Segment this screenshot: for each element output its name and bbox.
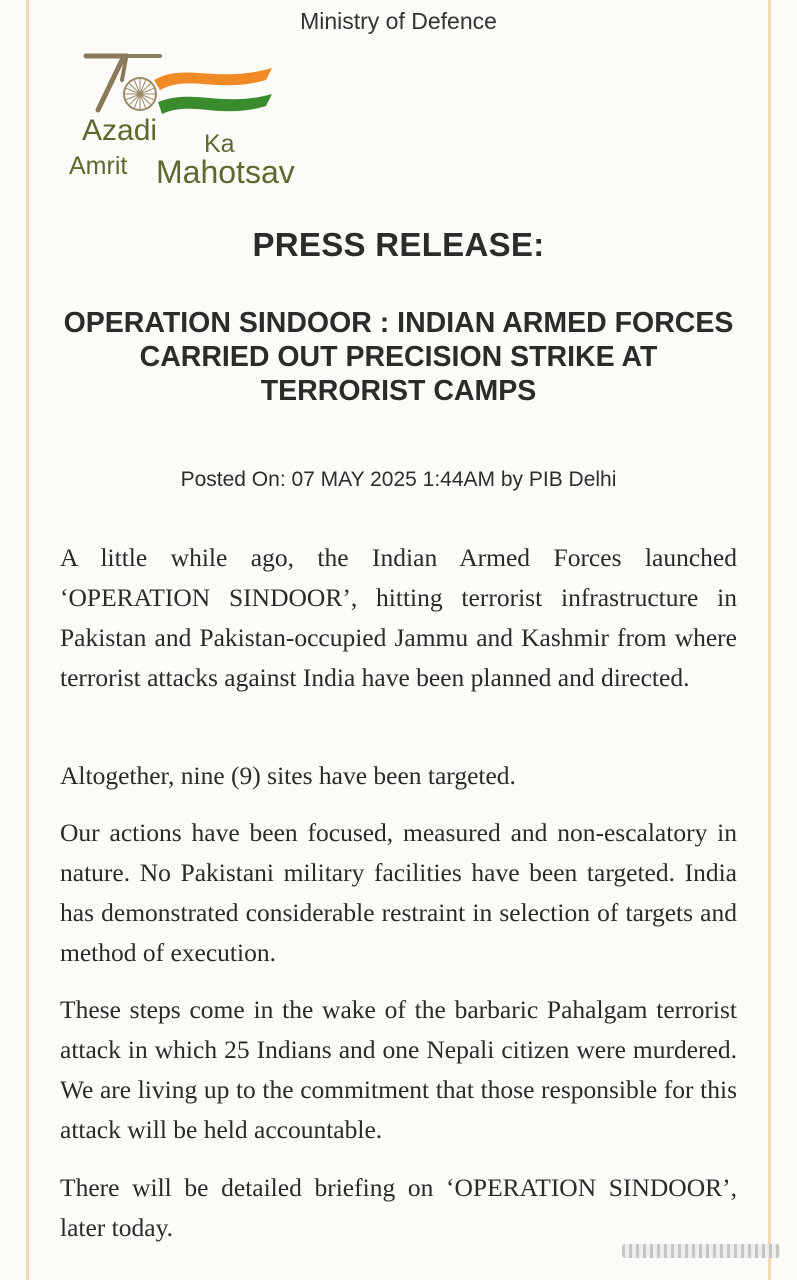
body-paragraph-2: Altogether, nine (9) sites have been targeted.: [60, 761, 516, 790]
azadi-ka-amrit-mahotsav-logo: [66, 44, 336, 194]
ministry-title: Ministry of Defence: [300, 8, 497, 34]
body-paragraph-3: Our actions have been focused, measured and non-escalatory in nature. No Pakistani military facilities have been targeted. India has demonstrated considerable restraint in selection of targets and method of execution.: [60, 818, 737, 967]
release-headline: OPERATION SINDOOR : INDIAN ARMED FORCES CARRIED OUT PRECISION STRIKE AT TERRORIST CAMPS: [63, 307, 734, 407]
logo-text-ka: Ka: [204, 130, 235, 158]
body-paragraph-4: These steps come in the wake of the barbaric Pahalgam terrorist attack in which 25 Indians and one Nepali citizen were murdered. We are living up to the commitment that those responsible for this attack will be held accountable.: [60, 995, 737, 1144]
logo-emblem-icon: [66, 44, 286, 124]
body-paragraph-1: A little while ago, the Indian Armed Forces launched ‘OPERATION SINDOOR’, hitting terrorist infrastructure in Pakistan and Pakistan-occupied Jammu and Kashmir from where terrorist attacks against India have been planned and directed.: [60, 543, 737, 692]
press-release-label: PRESS RELEASE:: [252, 226, 545, 263]
scroll-indicator[interactable]: [622, 1244, 780, 1258]
logo-text-azadi: Azadi: [82, 114, 158, 147]
logo-text-mahotsav: Mahotsav: [156, 154, 295, 190]
posted-on-line: Posted On: 07 MAY 2025 1:44AM by PIB Delhi: [180, 468, 617, 491]
page-border-right: [768, 0, 771, 1280]
page-border-left: [26, 0, 29, 1280]
logo-text-amrit: Amrit: [69, 152, 128, 180]
body-paragraph-5: There will be detailed briefing on ‘OPERATION SINDOOR’, later today.: [60, 1173, 737, 1242]
